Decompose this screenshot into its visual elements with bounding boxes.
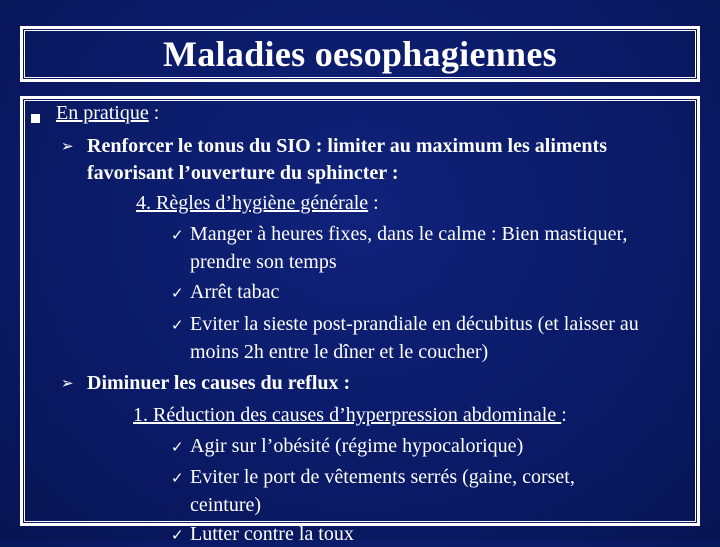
content-frame [20,96,700,545]
check3-line-2: moins 2h entre le dîner et le coucher) [190,341,489,363]
reduction-label: 1. Réduction des causes d’hyperpression abdominale [133,404,562,426]
check6-line: Lutter contre la toux [190,523,354,545]
check-icon: ✓ [171,226,184,244]
reduction-heading [133,403,567,427]
check5-line-2: ceinture) [190,494,262,516]
check2-line: Arrêt tabac [190,281,280,303]
section-colon: : [148,102,160,124]
check-icon: ✓ [171,526,184,544]
check5-line-1: Eviter le port de vêtements serrés (gaine, corset, [190,466,575,488]
check3-line-1: Eviter la sieste post-prandiale en décubitus (et laisser au [190,313,639,335]
section-heading [56,101,159,125]
square-bullet-icon [31,114,40,123]
check1-line-1: Manger à heures fixes, dans le calme : Bien mastiquer, [190,223,628,245]
reduction-colon: : [561,404,567,426]
section-label: En pratique [56,102,149,124]
check-icon: ✓ [171,316,184,334]
renforcer-line-2: favorisant l’ouverture du sphincter : [87,162,399,184]
check-icon: ✓ [171,284,184,302]
check-icon: ✓ [171,469,184,487]
arrow-bullet-icon: ➢ [61,139,74,155]
diminuer-line: Diminuer les causes du reflux : [87,372,351,394]
title-frame [20,26,700,82]
slide-title: Maladies oesophagiennes [163,34,557,74]
arrow-bullet-icon: ➢ [61,376,74,392]
check1-line-2: prendre son temps [190,251,337,273]
renforcer-line-1: Renforcer le tonus du SIO : limiter au maximum les aliments [87,135,607,157]
regles-heading [136,191,379,215]
regles-colon: : [368,192,379,214]
check4-line: Agir sur l’obésité (régime hypocalorique) [190,435,524,457]
check-icon: ✓ [171,438,184,456]
regles-label: 4. Règles d’hygiène générale [136,192,369,214]
